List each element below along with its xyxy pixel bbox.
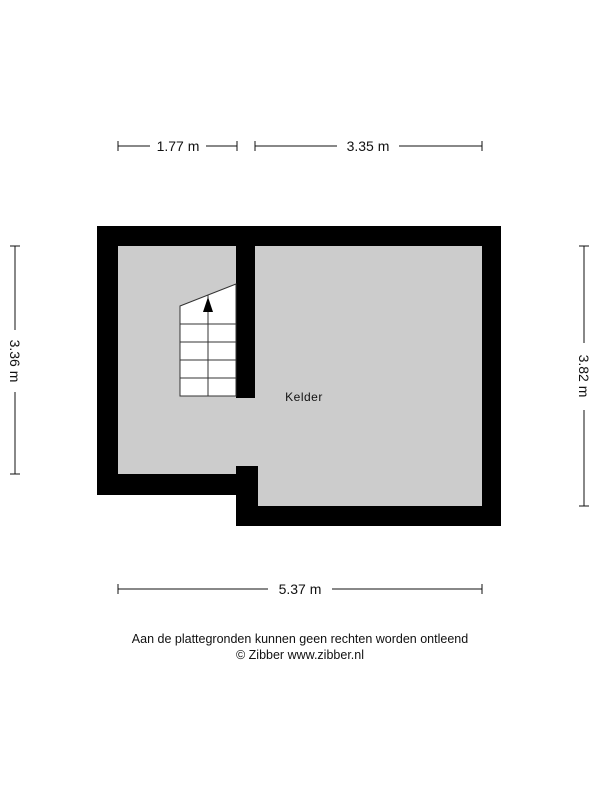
room-label-kelder: Kelder [285,390,323,404]
dimension-label: 3.35 m [346,138,390,154]
copyright-text: © Zibber www.zibber.nl [235,648,364,662]
dimension-right [576,246,592,506]
disclaimer-text: Aan de plattegronden kunnen geen rechten worden ontleend [131,632,469,646]
dimension-top-left [118,138,237,154]
room-floor [118,246,482,506]
dimension-label: 3.36 m [7,339,23,383]
dimension-label: 5.37 m [278,581,322,597]
dimension-label: 3.82 m [576,354,592,398]
dimension-bottom [118,581,482,597]
dimension-top-right [255,138,482,154]
dimension-label: 1.77 m [156,138,200,154]
dimension-left [7,246,23,474]
